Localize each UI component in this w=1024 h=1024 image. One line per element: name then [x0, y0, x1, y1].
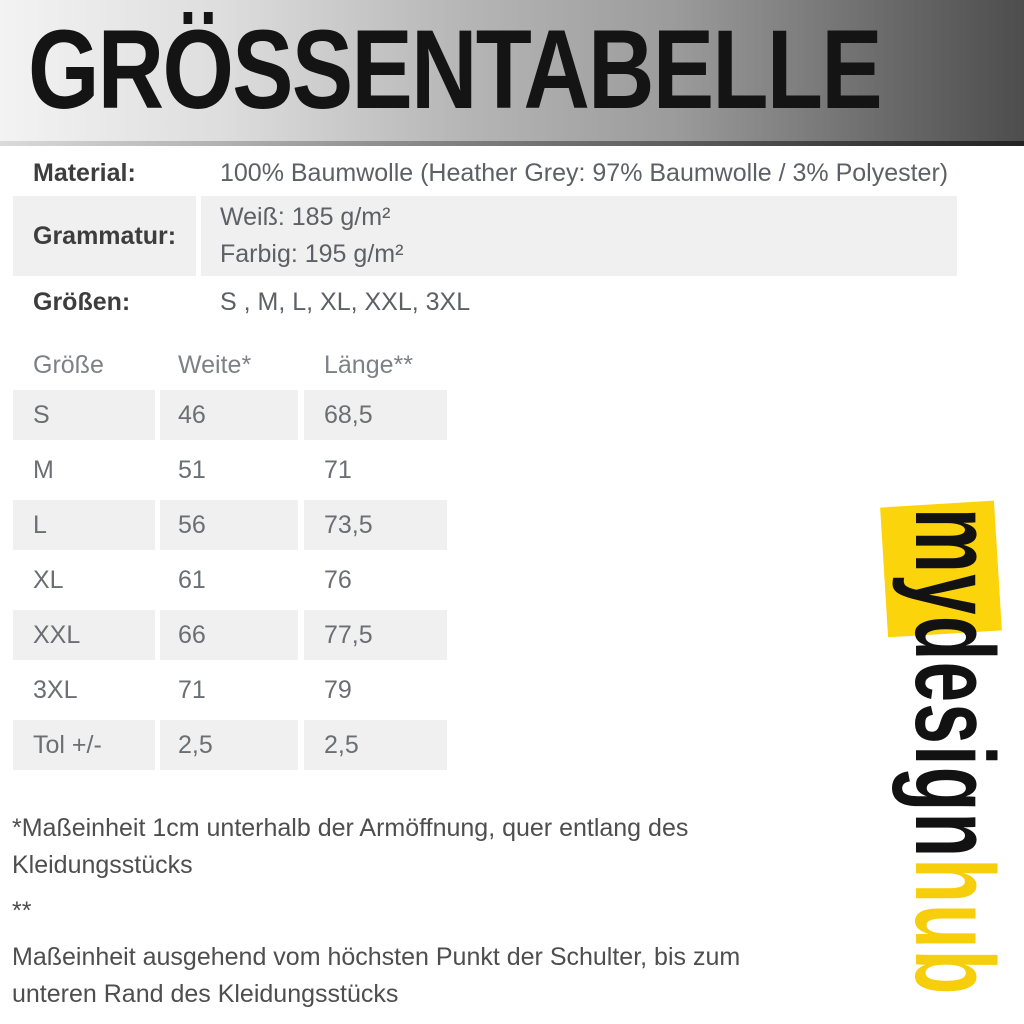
table-row-xxl — [13, 610, 447, 660]
brand-logo — [892, 508, 1017, 996]
weite-cell: 2,5 — [160, 720, 298, 770]
table-row-s — [13, 390, 447, 440]
info-row-material — [13, 150, 957, 196]
info-row-sizes — [13, 276, 957, 328]
column-header-weite: Weite* — [178, 350, 252, 379]
sizes-label: Größen: — [33, 287, 131, 316]
grammatur-label: Grammatur: — [13, 196, 196, 276]
logo-part-my: my — [892, 508, 1017, 616]
table-row-m — [13, 445, 447, 495]
material-label: Material: — [33, 158, 136, 187]
laenge-cell: 76 — [324, 565, 352, 594]
weite-cell: 51 — [178, 455, 206, 484]
size-table — [13, 340, 447, 775]
grammatur-value — [201, 196, 957, 276]
size-cell: S — [13, 390, 155, 440]
weite-cell: 56 — [160, 500, 298, 550]
column-header-laenge: Länge** — [324, 350, 413, 379]
size-cell: L — [13, 500, 155, 550]
logo-part-hub: hub — [892, 858, 1017, 996]
footnote-asterisks: ** — [12, 897, 32, 925]
info-row-grammatur — [13, 196, 957, 276]
material-value: 100% Baumwolle (Heather Grey: 97% Baumwolle / 3% Polyester) — [220, 158, 949, 187]
table-row-3xl — [13, 665, 447, 715]
size-cell: M — [33, 455, 54, 484]
size-table-header-row — [13, 340, 447, 390]
footnote-laenge: Maßeinheit ausgehend vom höchsten Punkt der Schulter, bis zum unteren Rand des Kleidungsstücks — [12, 943, 741, 1008]
size-cell: Tol +/- — [13, 720, 155, 770]
weite-cell: 71 — [178, 675, 206, 704]
footnote-weite: *Maßeinheit 1cm unterhalb der Armöffnung, quer entlang des Kleidungsstücks — [12, 814, 689, 879]
size-cell: XL — [33, 565, 64, 594]
laenge-cell: 79 — [324, 675, 352, 704]
banner-bottom-edge — [0, 141, 1024, 146]
laenge-cell: 71 — [324, 455, 352, 484]
column-header-groesse: Größe — [33, 350, 104, 379]
size-cell: XXL — [13, 610, 155, 660]
size-cell: 3XL — [33, 675, 78, 704]
laenge-cell: 77,5 — [304, 610, 447, 660]
laenge-cell: 2,5 — [304, 720, 447, 770]
grammatur-value-line2: Farbig: 195 g/m² — [220, 240, 404, 268]
grammatur-value-line1: Weiß: 185 g/m² — [220, 203, 391, 231]
laenge-cell: 73,5 — [304, 500, 447, 550]
weite-cell: 61 — [178, 565, 206, 594]
table-row-l — [13, 500, 447, 550]
weite-cell: 66 — [160, 610, 298, 660]
sizes-value: S , M, L, XL, XXL, 3XL — [220, 287, 471, 316]
product-info-table — [13, 150, 957, 328]
footnotes — [12, 810, 812, 1013]
laenge-cell: 68,5 — [304, 390, 447, 440]
table-row-xl — [13, 555, 447, 605]
page-title: GRÖSSENTABELLE — [28, 7, 881, 132]
table-row-tolerance — [13, 720, 447, 770]
header-banner — [0, 0, 1024, 146]
weite-cell: 46 — [160, 390, 298, 440]
logo-part-design: design — [892, 615, 1017, 859]
